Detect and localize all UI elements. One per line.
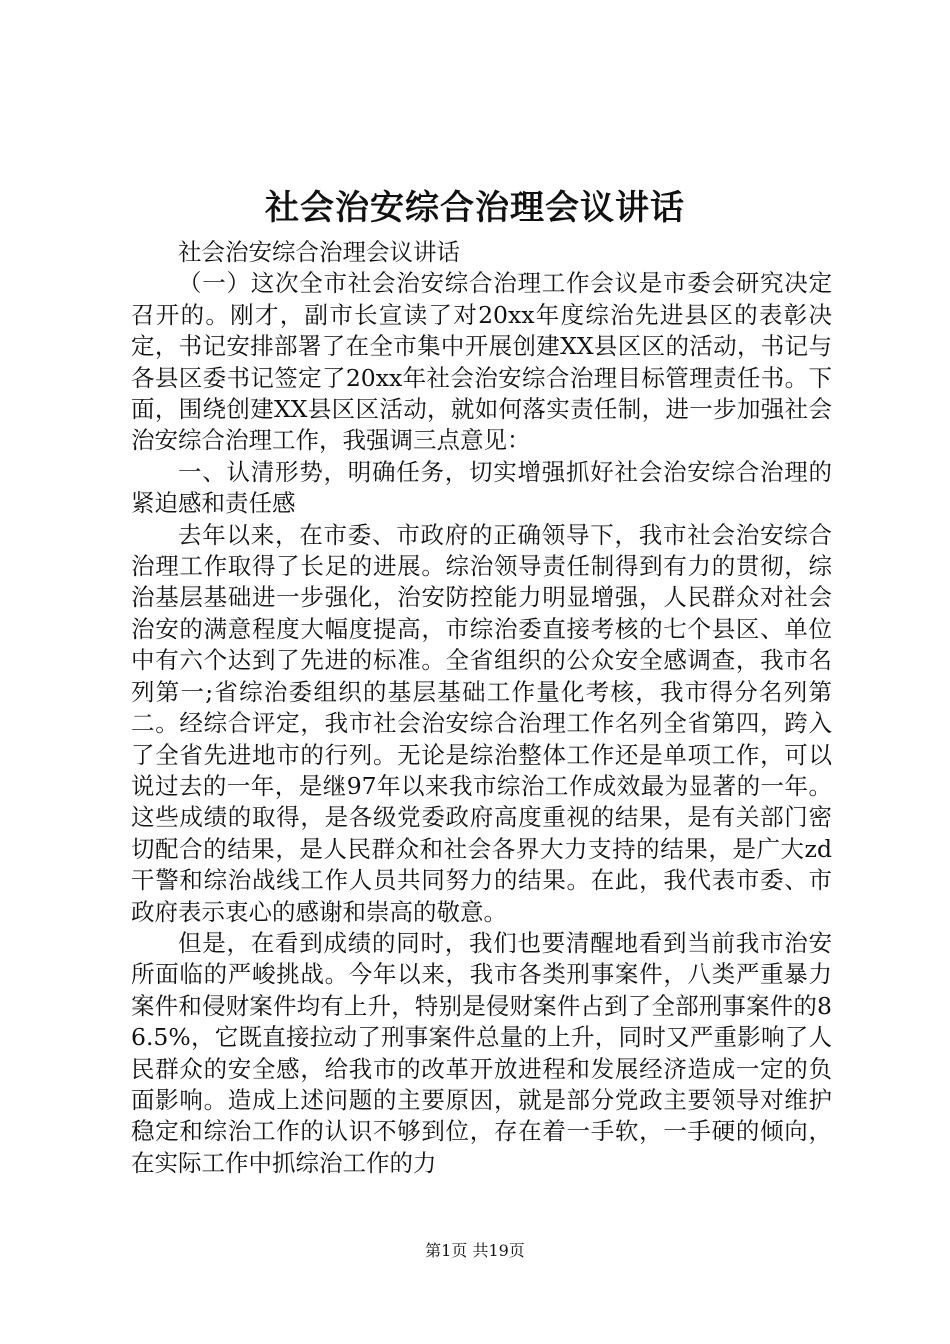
- section-heading-paragraph: 一、认清形势，明确任务，切实增强抓好社会治安综合治理的紧迫感和责任感: [131, 457, 832, 518]
- intro-paragraph: （一）这次全市社会治安综合治理工作会议是市委会研究决定召开的。刚才，副市长宣读了对20xx年度综治先进县区的表彰决定，书记安排部署了在全市集中开展创建XX县区区的活动，书记与各县区委书记签定了20xx年社会治安综合治理目标管理责任书。下面，围绕创建XX县区区活动，就如何落实责任制，进一步加强社会治安综合治理工作，我强调三点意见：: [131, 269, 832, 455]
- achievements-paragraph: 去年以来，在市委、市政府的正确领导下，我市社会治安综合治理工作取得了长足的进展。综治领导责任制得到有力的贯彻，综治基层基础进一步强化，治安防控能力明显增强，人民群众对社会治安的满意程度大幅度提高，市综治委直接考核的七个县区、单位中有六个达到了先进的标准。全省组织的公众安全感调查，我市名列第一;省综治委组织的基层基础工作量化考核，我市得分名列第二。经综合评定，我市社会治安综合治理工作名列全省第四，跨入了全省先进地市的行列。无论是综治整体工作还是单项工作，可以说过去的一年，是继97年以来我市综治工作成效最为显著的一年。这些成绩的取得，是各级党委政府高度重视的结果，是有关部门密切配合的结果，是人民群众和社会各界大力支持的结果，是广大zd干警和综治战线工作人员共同努力的结果。在此，我代表市委、市政府表示衷心的感谢和崇高的敬意。: [131, 520, 832, 926]
- challenges-paragraph: 但是，在看到成绩的同时，我们也要清醒地看到当前我市治安所面临的严峻挑战。今年以来，我市各类刑事案件，八类严重暴力案件和侵财案件均有上升，特别是侵财案件占到了全部刑事案件的86.5%，它既直接拉动了刑事案件总量的上升，同时又严重影响了人民群众的安全感，给我市的改革开放进程和发展经济造成一定的负面影响。造成上述问题的主要原因，就是部分党政主要领导对维护稳定和综治工作的认识不够到位，存在着一手软，一手硬的倾向，在实际工作中抓综治工作的力: [131, 928, 832, 1177]
- subtitle-paragraph: 社会治安综合治理会议讲话: [178, 238, 460, 266]
- document-title: 社会治安综合治理会议讲话: [265, 188, 685, 228]
- page-footer: 第1页 共19页: [425, 1241, 525, 1260]
- document-body: [131, 237, 832, 1179]
